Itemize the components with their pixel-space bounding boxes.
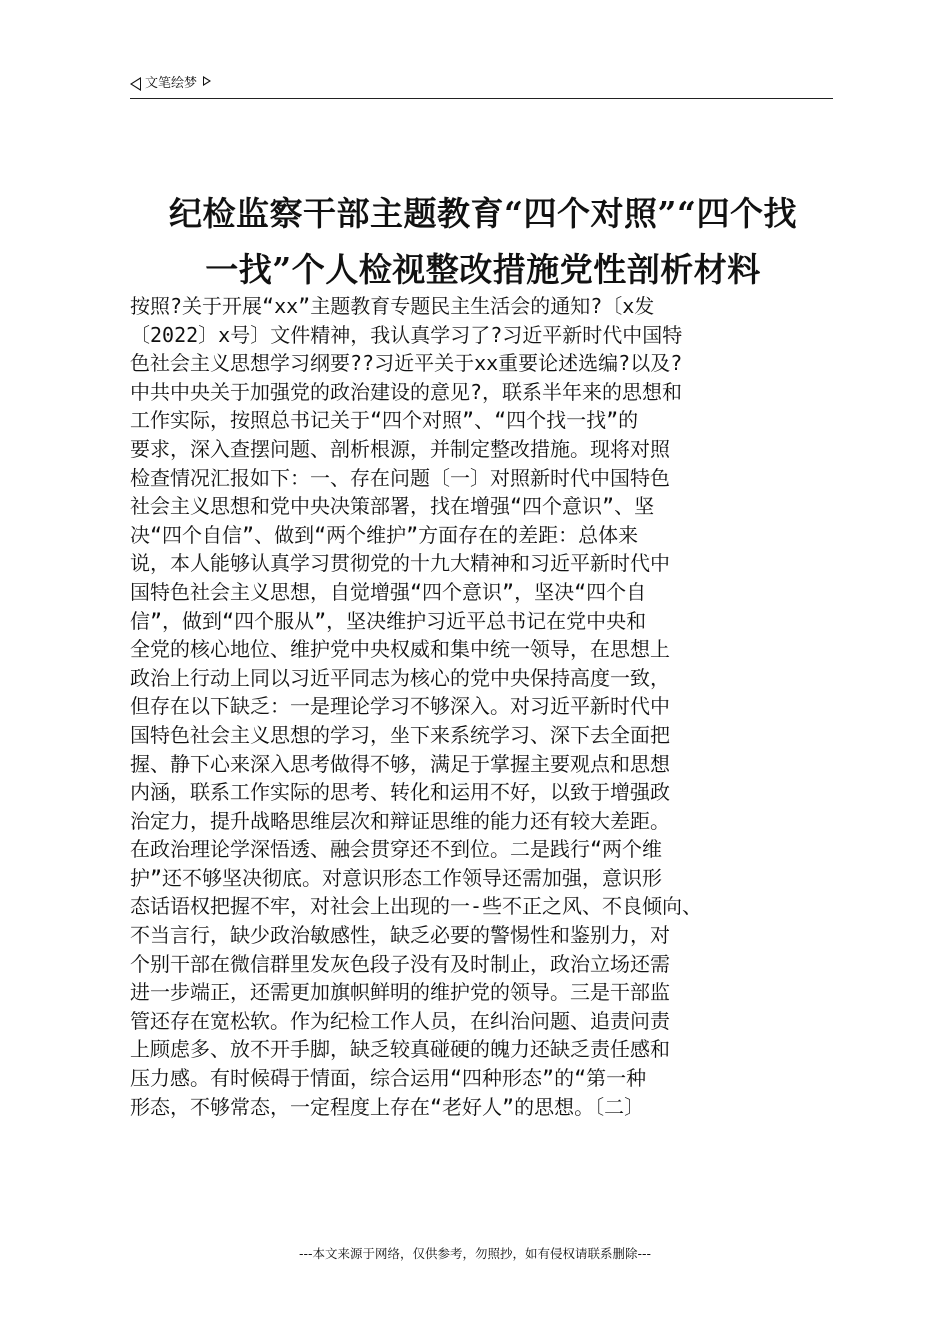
- body-line: 护”还不够坚决彻底。对意识形态工作领导还需加强，意识形: [130, 865, 663, 890]
- body-line: 上顾虑多、放不开手脚，缺乏较真碰硬的魄力还缺乏责任感和: [130, 1037, 670, 1062]
- body-line: 要求，深入查摆问题、剖析根源，并制定整改措施。现将对照: [130, 436, 670, 461]
- title-line: 纪检监察干部主题教育“四个对照”“四个找: [169, 194, 797, 233]
- body-line: 全党的核心地位、维护党中央权威和集中统一领导，在思想上: [130, 637, 670, 662]
- body-line: 工作实际，按照总书记关于“四个对照”、“四个找一找”的: [130, 408, 639, 433]
- body-line: 说，本人能够认真学习贯彻党的十九大精神和习近平新时代中: [130, 551, 670, 576]
- body-line: 形态，不够常态，一定程度上存在“老好人”的思想。〔二〕: [130, 1094, 645, 1119]
- body-line: 不当言行，缺少政治敏感性，缺乏必要的警惕性和鉴别力，对: [130, 923, 670, 948]
- document-body: [130, 292, 850, 1121]
- body-line: 中共中央关于加强党的政治建设的意见?，联系半年来的思想和: [130, 379, 683, 404]
- body-line: 但存在以下缺乏：一是理论学习不够深入。对习近平新时代中: [130, 694, 670, 719]
- triangle-left-icon: [130, 77, 141, 91]
- body-line: 态话语权把握不牢，对社会上出现的一-些不正之风、不良倾向、: [130, 894, 703, 919]
- body-line: 社会主义思想和党中央决策部署，找在增强“四个意识”、坚: [130, 494, 655, 519]
- body-line: 检查情况汇报如下：一、存在问题〔一〕对照新时代中国特色: [130, 465, 670, 490]
- body-line: 进一步端正，还需更加旗帜鲜明的维护党的领导。三是干部监: [130, 980, 670, 1005]
- body-line: 内涵，联系工作实际的思考、转化和运用不好，以致于增强政: [130, 780, 670, 805]
- page-footer: ---本文来源于网络，仅供参考，勿照抄，如有侵权请联系删除---: [298, 1246, 652, 1261]
- triangle-right-icon: [203, 76, 211, 86]
- body-line: 信”，做到“四个服从”，坚决维护习近平总书记在党中央和: [130, 608, 647, 633]
- body-line: 管还存在宽松软。作为纪检工作人员，在纠治问题、追责问责: [130, 1008, 670, 1033]
- body-line: 按照?关于开展“xx”主题教育专题民主生活会的通知?〔x发: [130, 294, 655, 318]
- body-line: 治定力，提升战略思维层次和辩证思维的能力还有较大差距。: [130, 808, 670, 833]
- header-brand-text: 文笔绘梦: [145, 76, 198, 91]
- body-line: 色社会主义思想学习纲要??习近平关于xx重要论述选编?以及?: [130, 351, 683, 376]
- body-line: 个别干部在微信群里发灰色段子没有及时制止，政治立场还需: [130, 951, 670, 976]
- header-brand: [130, 76, 211, 92]
- body-line: 国特色社会主义思想的学习，坐下来系统学习、深下去全面把: [130, 722, 670, 747]
- body-line: 握、静下心来深入思考做得不够，满足于掌握主要观点和思想: [130, 751, 670, 776]
- body-line: 压力感。有时候碍于情面，综合运用“四种形态”的“第一种: [130, 1066, 647, 1091]
- body-line: 国特色社会主义思想，自觉增强“四个意识”，坚决“四个自: [130, 579, 647, 604]
- body-line: 〔2022〕x号〕文件精神，我认真学习了?习近平新时代中国特: [130, 322, 683, 347]
- page-header: [130, 74, 833, 99]
- title-line: 一找”个人检视整改措施党性剖析材料: [205, 250, 761, 289]
- body-line: 决“四个自信”、做到“两个维护”方面存在的差距：总体来: [130, 522, 639, 547]
- body-line: 在政治理论学深悟透、融会贯穿还不到位。二是践行“两个维: [130, 837, 663, 862]
- document-title: [128, 186, 838, 298]
- body-line: 政治上行动上同以习近平同志为核心的党中央保持高度一致，: [130, 665, 670, 690]
